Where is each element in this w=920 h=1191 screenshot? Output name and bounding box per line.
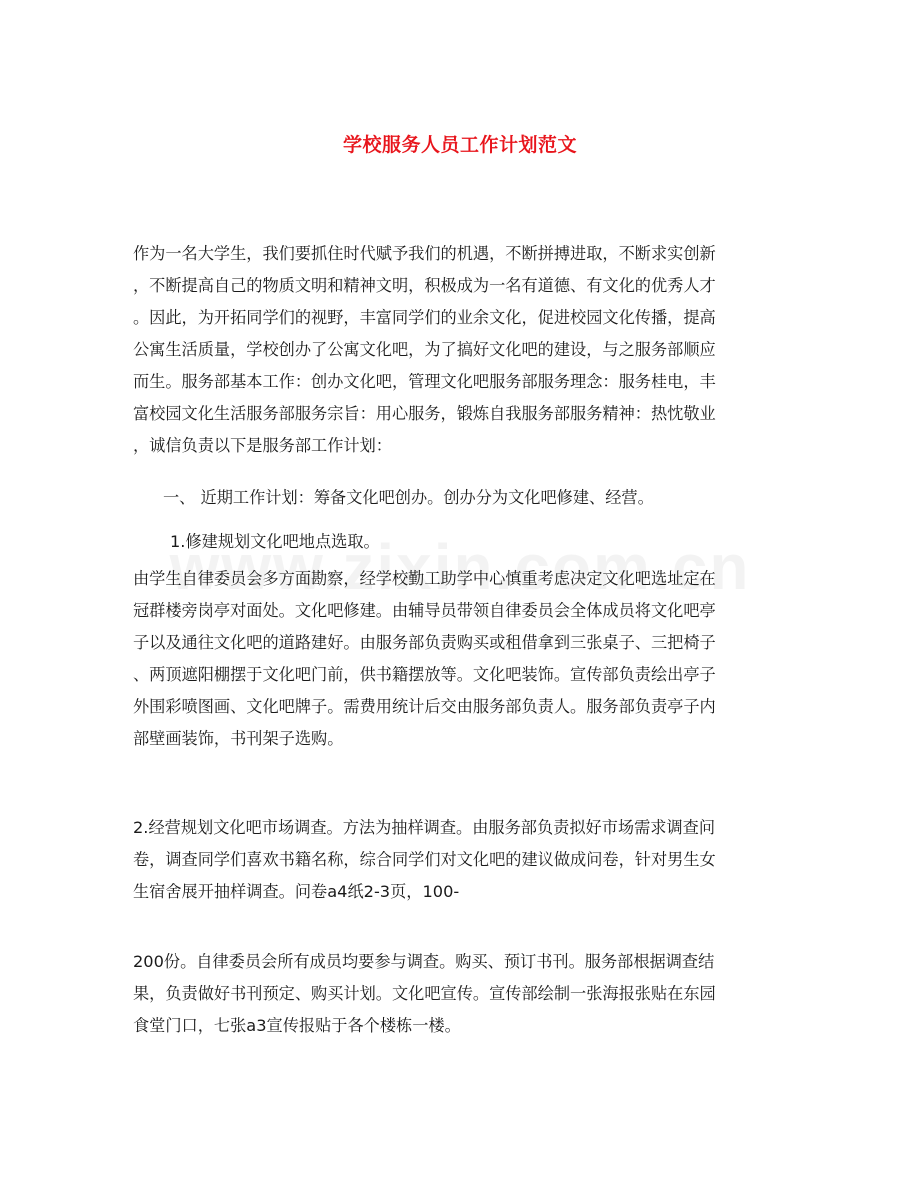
text-line: 2.经营规划文化吧市场调查。方法为抽样调查。由服务部负责拟好市场需求调查问 (133, 818, 716, 837)
text-line: 生宿舍展开抽样调查。问卷a4纸2-3页，100- (133, 882, 460, 901)
text-line: 子以及通往文化吧的道路建好。由服务部负责购买或租借拿到三张桌子、三把椅子 (133, 633, 716, 652)
text-line: 卷，调查同学们喜欢书籍名称，综合同学们对文化吧的建议做成问卷，针对男生女 (133, 850, 716, 869)
text-line: 1.修建规划文化吧地点选取。 (170, 532, 380, 551)
item-heading (170, 526, 826, 558)
text-line: 、两顶遮阳棚摆于文化吧门前，供书籍摆放等。文化吧装饰。宣传部负责绘出亭子 (133, 665, 716, 684)
text-line: 由学生自律委员会多方面勘察，经学校勤工助学中心慎重考虑决定文化吧选址定在 (133, 569, 716, 588)
text-line: ，不断提高自己的物质文明和精神文明，积极成为一名有道德、有文化的优秀人才 (133, 276, 716, 295)
text-line: 冠群楼旁岗亭对面处。文化吧修建。由辅导员带领自律委员会全体成员将文化吧亭 (133, 601, 716, 620)
section-heading (163, 482, 819, 514)
text-line: 果，负责做好书刊预定、购买计划。文化吧宣传。宣传部绘制一张海报张贴在东园 (133, 984, 716, 1003)
document-title: 学校服务人员工作计划范文 (342, 134, 577, 156)
item1-paragraph (133, 563, 789, 755)
text-line: 作为一名大学生，我们要抓住时代赋予我们的机遇，不断拼搏进取，不断求实创新 (133, 244, 716, 263)
text-line: 食堂门口，七张a3宣传报贴于各个楼栋一楼。 (133, 1016, 461, 1035)
text-line: 200份。自律委员会所有成员均要参与调查。购买、预订书刊。服务部根据调查结 (133, 952, 715, 971)
text-line: 外围彩喷图画、文化吧牌子。需费用统计后交由服务部负责人。服务部负责亭子内 (133, 697, 716, 716)
item2-paragraph (133, 812, 789, 908)
text-line: 而生。服务部基本工作：创办文化吧，管理文化吧服务部服务理念：服务桂电，丰 (133, 372, 716, 391)
text-line: 。因此，为开拓同学们的视野，丰富同学们的业余文化，促进校园文化传播，提高 (133, 308, 716, 327)
text-line: 部壁画装饰，书刊架子选购。 (133, 729, 344, 748)
item2-continued-paragraph (133, 946, 789, 1042)
text-line: 公寓生活质量，学校创办了公寓文化吧，为了搞好文化吧的建设，与之服务部顺应 (133, 340, 716, 359)
text-line: 富校园文化生活服务部服务宗旨：用心服务，锻炼自我服务部服务精神：热忱敬业 (133, 404, 716, 423)
text-line: 一、 近期工作计划：筹备文化吧创办。创办分为文化吧修建、经营。 (163, 488, 654, 507)
intro-paragraph (133, 238, 789, 462)
text-line: ，诚信负责以下是服务部工作计划： (133, 436, 392, 455)
